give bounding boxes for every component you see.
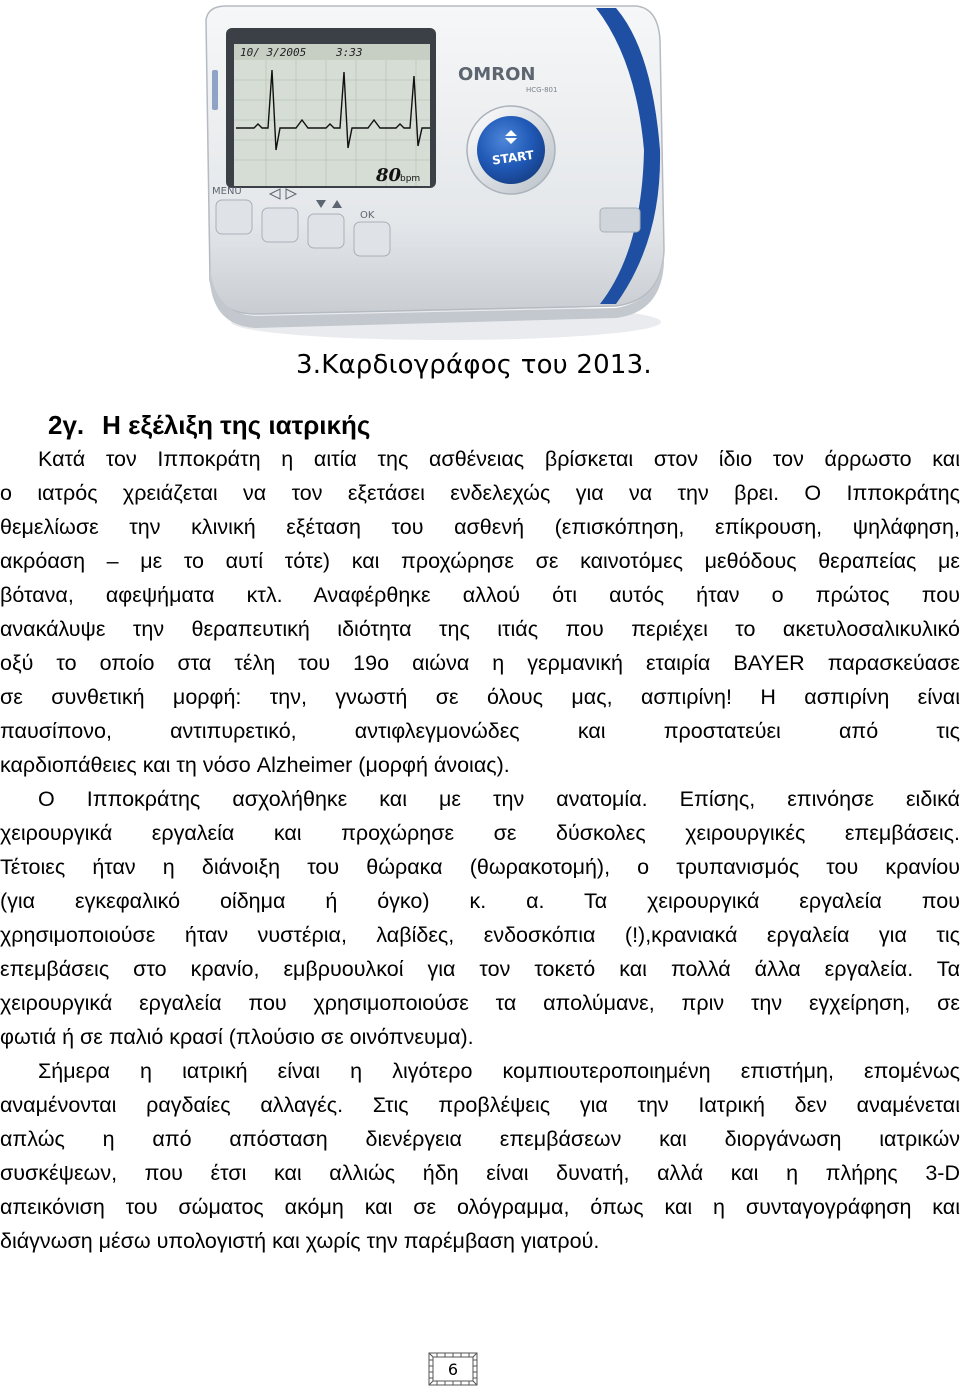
brand-label: OMRON: [458, 64, 536, 85]
text-line: οξύ το οποίο στα τέλη του 19ο αιώνα η γερμανική εταιρία BAYER παρασκεύασε: [0, 651, 960, 675]
screen-date: 10/ 3/2005: [240, 46, 307, 59]
model-label: HCG-801: [526, 86, 558, 94]
text-line: διάγνωση μέσω υπολογιστή και χωρίς την παρέμβαση γιατρού.: [0, 1229, 600, 1253]
text-line: σε συνθετική μορφή: την, γνωστή σε όλους μας, ασπιρίνη! Η ασπιρίνη είναι: [0, 685, 960, 709]
text-line: ακρόαση – με το αυτί τότε) και προχώρησε σε καινοτόμες μεθόδους θεραπείας με: [0, 549, 960, 573]
section-heading: [48, 410, 370, 441]
text-line: θεμελίωσε την κλινική εξέταση του ασθενή (επισκόπηση, επίκρουση, ψηλάφηση,: [0, 515, 960, 539]
ok-label: OK: [360, 210, 375, 221]
screen-time: 3:33: [336, 46, 363, 59]
text-line: καρδιοπάθειες και τη νόσο Alzheimer (μορφή άνοιας).: [0, 753, 510, 777]
text-line: παυσίπονο, αντιπυρετικό, αντιφλεγμονώδες και προστατεύει από τις: [0, 719, 960, 743]
text-line: επεμβάσεις στο κρανίο, εμβρυουλκοί για τον τοκετό και πολλά άλλα εργαλεία. Τα: [0, 957, 960, 981]
text-line: φωτιά ή σε παλιό κρασί (πλούσιο σε οινόπνευμα).: [0, 1025, 474, 1049]
text-line: ανακάλυψε την θεραπευτική ιδιότητα της ιτιάς που περιέχει το ακετυλοσαλικυλικό: [0, 617, 960, 641]
section-number: 2γ.: [48, 410, 85, 440]
figure-caption: 3.Καρδιογράφος του 2013.: [296, 350, 652, 380]
text-line: Σήμερα η ιατρική είναι η λιγότερο κομπιουτεροποιημένη επιστήμη, επομένως: [38, 1059, 960, 1083]
heart-rate-value: 80: [376, 165, 402, 186]
text-line: ο ιατρός χρειάζεται να τον εξετάσει ενδελεχώς για να την βρει. Ο Ιπποκράτης: [0, 481, 960, 505]
text-line: βότανα, αφεψήματα κτλ. Αναφέρθηκε αλλού ότι αυτός ήταν ο πρώτος που: [0, 583, 960, 607]
menu-label: MENU: [212, 186, 242, 197]
page-number: [428, 1352, 478, 1386]
text-line: συσκέψεων, που έτσι και αλλιώς ήδη είναι δυνατή, αλλά και η πλήρης 3-D: [0, 1161, 960, 1185]
text-line: Ο Ιπποκράτης ασχολήθηκε και με την ανατομία. Επίσης, επινόησε ειδικά: [38, 787, 960, 811]
text-line: χειρουργικά εργαλεία που χρησιμοποιούσε τα απολύμανε, πριν την εγχείρηση, σε: [0, 991, 960, 1015]
heart-rate-unit: bpm: [400, 174, 421, 184]
text-line: αναμένονται ραγδαίες αλλαγές. Στις προβλέψεις για την Ιατρική δεν αναμένεται: [0, 1093, 960, 1117]
text-line: Τέτοιες ήταν η διάνοιξη του θώρακα (θωρακοτομή), ο τρυπανισμός του κρανίου: [0, 855, 960, 879]
page-number-text: 6: [447, 1360, 459, 1379]
ecg-device-image: [196, 0, 668, 345]
text-line: απλώς η από απόσταση διενέργεια επεμβάσεων και διοργάνωση ιατρικών: [0, 1127, 960, 1151]
text-line: (για εγκεφαλικό οίδημα ή όγκο) κ. α. Τα χειρουργικά εργαλεία που: [0, 889, 960, 913]
text-line: Κατά τον Ιπποκράτη η αιτία της ασθένειας βρίσκεται στον ίδιο τον άρρωστο και: [38, 447, 960, 471]
text-line: απεικόνιση του σώματος ακόμη και σε ολόγραμμα, όπως και η συνταγογράφηση και: [0, 1195, 960, 1219]
text-line: χρησιμοποιούσε ήταν νυστέρια, λαβίδες, ενδοσκόπια (!),κρανιακά εργαλεία για τις: [0, 923, 960, 947]
start-label: START: [491, 147, 535, 168]
section-title: Η εξέλιξη της ιατρικής: [102, 410, 371, 440]
text-line: χειρουργικά εργαλεία και προχώρησε σε δύσκολες χειρουργικές επεμβάσεις.: [0, 821, 960, 845]
